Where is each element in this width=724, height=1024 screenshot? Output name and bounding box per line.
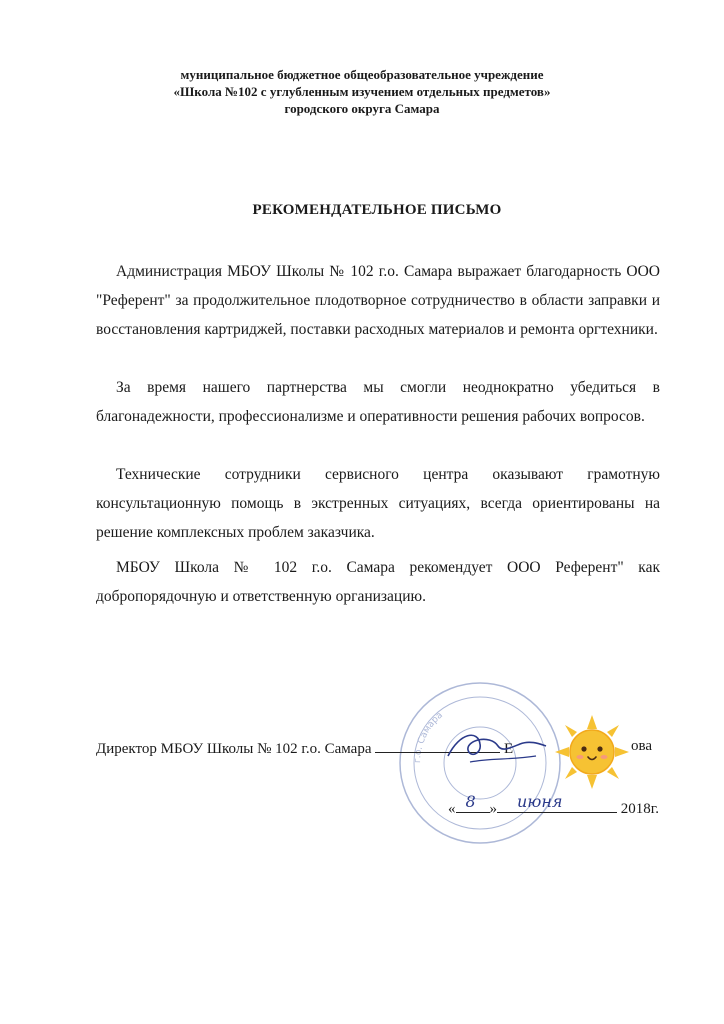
sun-emoji-sticker: [553, 713, 631, 791]
paragraph-2-text: За время нашего партнерства мы смогли неоднократно убедиться в благонадежности, профессионализме и оперативности решения рабочих вопросов.: [96, 379, 660, 425]
date-year: 2018г.: [620, 801, 659, 817]
paragraph-2: [96, 373, 660, 431]
paragraph-1-text: Администрация МБОУ Школы № 102 г.о. Самара выражает благодарность ООО "Референт" за продолжительное плодотворное сотрудничество в области заправки и восстановления картриджей, поставки расходных материалов и ремонта оргтехники.: [96, 263, 660, 338]
header-line-3: городского округа Самара: [284, 101, 440, 116]
paragraph-1: [96, 257, 660, 344]
date-month-blank: [497, 792, 617, 813]
letter-title: РЕКОМЕНДАТЕЛЬНОЕ ПИСЬМО: [252, 202, 502, 218]
director-position: Директор МБОУ Школы № 102 г.о. Самара: [96, 741, 372, 757]
director-name-start: Е: [504, 741, 514, 757]
director-name-end: ова: [631, 738, 653, 754]
date-month: июня: [517, 792, 563, 811]
school-header: [0, 66, 724, 117]
date-day-blank: [456, 792, 490, 813]
date-close-quote: »: [489, 801, 497, 817]
paragraph-4: [96, 553, 660, 611]
date-open-quote: «: [448, 801, 456, 817]
header-line-2: «Школа №102 с углубленным изучением отдельных предметов»: [173, 84, 551, 99]
date-day: 8: [465, 792, 476, 811]
paragraph-3: [96, 460, 660, 547]
header-line-1: муниципальное бюджетное общеобразовательное учреждение: [180, 67, 544, 82]
handwritten-signature: [440, 722, 550, 772]
paragraph-4-text: МБОУ Школа № 102 г.о. Самара рекомендует ООО Референт" как добропорядочную и ответственную организацию.: [96, 559, 660, 605]
paragraph-3-text: Технические сотрудники сервисного центра оказывают грамотную консультационную помощь в экстренных ситуациях, всегда ориентированы на решение комплексных проблем заказчика.: [96, 466, 660, 541]
stamp-arc-text: г.о. Самара: [412, 710, 445, 764]
date-line: [448, 792, 659, 818]
